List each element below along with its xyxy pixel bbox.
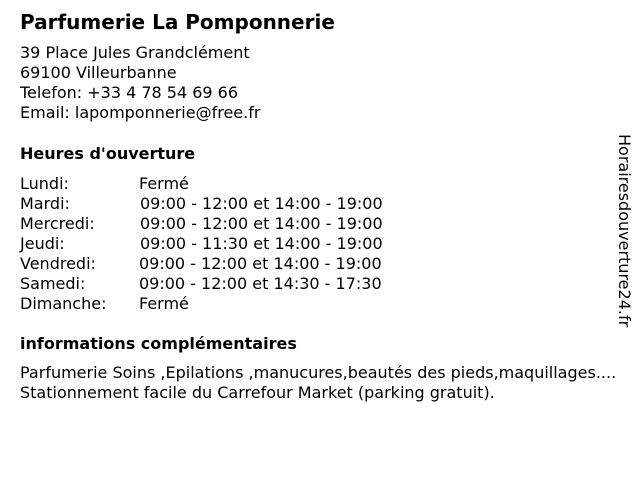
email-text: Email: lapomponnerie@free.fr <box>20 103 261 122</box>
day-label: Vendredi: <box>20 254 96 273</box>
phone-text: Telefon: +33 4 78 54 69 66 <box>20 83 239 102</box>
additional-info-heading: informations complémentaires <box>20 334 297 353</box>
day-label: Mardi: <box>20 194 70 213</box>
contact-block <box>20 43 260 123</box>
hours-value: 09:00 - 11:30 et 14:00 - 19:00 <box>140 234 383 253</box>
hours-value: 09:00 - 12:00 et 14:00 - 19:00 <box>140 214 383 233</box>
hours-value: Fermé <box>139 294 189 313</box>
day-label: Dimanche: <box>20 294 107 313</box>
watermark-text: Horairesdouverture24.fr <box>615 134 634 328</box>
hours-value: 09:00 - 12:00 et 14:00 - 19:00 <box>139 254 382 273</box>
day-label: Lundi: <box>20 174 69 193</box>
business-name: Parfumerie La Pomponnerie <box>20 10 335 34</box>
hours-value: 09:00 - 12:00 et 14:30 - 17:30 <box>139 274 382 293</box>
day-label: Jeudi: <box>20 234 65 253</box>
address-line-2: 69100 Villeurbanne <box>20 63 177 82</box>
additional-info-text: Parfumerie Soins ,Epilations ,manucures,beautés des pieds,maquillages.... Stationnement facile du Carrefour Market (parking gratuit). <box>20 363 617 402</box>
day-label: Samedi: <box>20 274 86 293</box>
site-watermark <box>612 134 634 346</box>
hours-value: Fermé <box>139 174 189 193</box>
hours-value: 09:00 - 12:00 et 14:00 - 19:00 <box>140 194 383 213</box>
address-line-1: 39 Place Jules Grandclément <box>20 43 250 62</box>
day-label: Mercredi: <box>20 214 95 233</box>
opening-hours-heading: Heures d'ouverture <box>20 144 196 163</box>
